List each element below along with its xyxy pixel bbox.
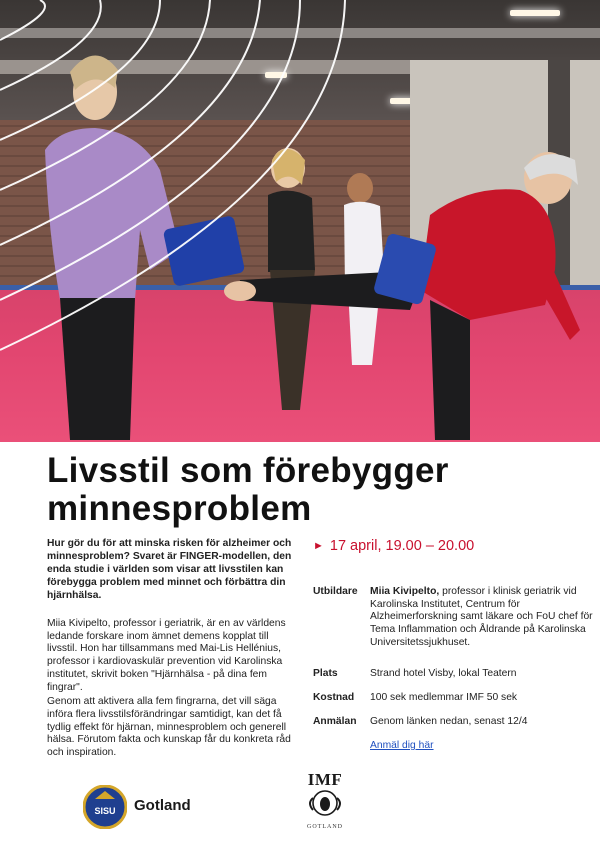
sisu-logo-text: SISU <box>94 806 116 816</box>
instructor-description: professor i klinisk geriatrik vid Karolinska Institutet, Centrum för Alzheimerforskning samt läkare och FoU chef för Tema Inflammation och Åldrande på Karolinska Universitetssjukhuset. <box>370 586 593 648</box>
info-label: Kostnad <box>313 692 355 703</box>
signup-link[interactable]: Anmäl dig här <box>370 740 434 751</box>
title-line-2: minnesproblem <box>47 489 312 528</box>
info-label: Plats <box>313 668 338 679</box>
intro-text: Hur gör du för att minska risken för alzheimer och minnesproblem? Svaret är FINGER-modellen, den enda studie i världen som visar att livsstilen kan förebygga problem med minnet och förbättra din hjärnhälsa. <box>47 538 292 601</box>
imf-logo-text: IMF <box>307 770 343 789</box>
info-label: Anmälan <box>313 716 357 727</box>
event-date <box>313 538 474 554</box>
info-value: Genom länken nedan, senast 12/4 <box>370 716 528 727</box>
page-title <box>47 452 567 528</box>
imf-ram-emblem-icon <box>303 788 347 818</box>
info-value: Strand hotel Visby, lokal Teatern <box>370 668 517 679</box>
info-label: Utbildare <box>313 586 358 597</box>
imf-logo <box>296 771 354 833</box>
title-line-1: Livsstil som förebygger <box>47 451 449 490</box>
info-value: 100 sek medlemmar IMF 50 sek <box>370 692 518 703</box>
instructor-name: Miia Kivipelto, <box>370 586 440 597</box>
info-value <box>370 586 595 650</box>
body-paragraph-2: Genom att aktivera alla fem fingrarna, det vill säga införa flera livsstilsförändringar samtidigt, kan det få tydlig effekt för hjärnan, minnesproblem och generell hälsa. Förutom fakta och kunskap får du konkreta råd och inspiration. <box>47 696 291 759</box>
imf-logo-subtext: GOTLAND <box>307 824 343 830</box>
gotland-logo-text: Gotland <box>134 797 191 814</box>
body-paragraph-1: Miia Kivipelto, professor i geriatrik, är en av världens ledande forskare inom ämnet demens kopplat till livsstil. Hon har tillsammans med Mai-Lis Hellénius, professor i kardiovaskulär prevention vid Karolinska institutet, skrivit boken "Hjärnhälsa - på dina fem fingrar". <box>47 618 286 693</box>
body-text <box>47 618 297 760</box>
sisu-emblem-icon <box>83 785 127 829</box>
triangle-right-icon: ► <box>313 540 324 552</box>
event-date-text: 17 april, 19.00 – 20.00 <box>329 538 475 554</box>
